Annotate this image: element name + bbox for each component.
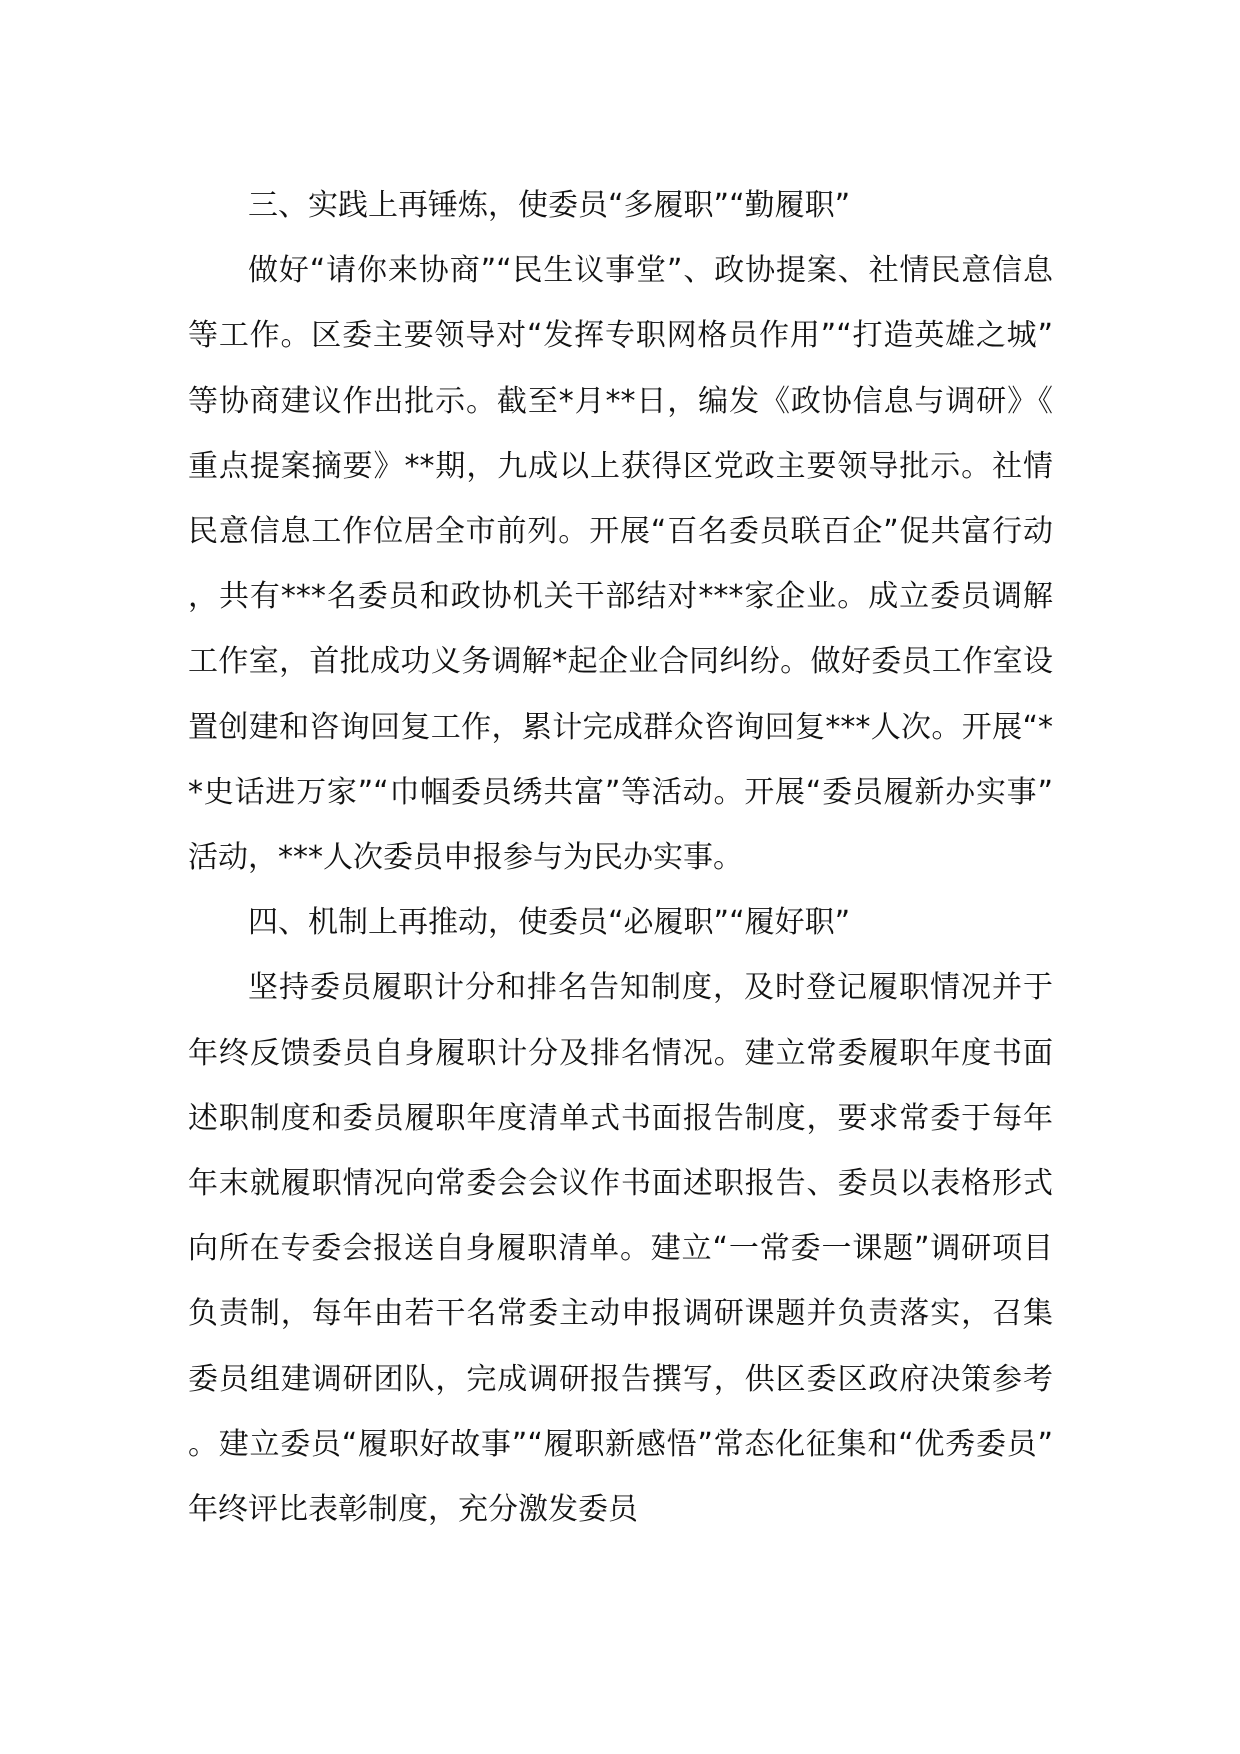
section-heading-3: 三、实践上再锤炼，使委员“多履职”“勤履职” <box>248 188 851 223</box>
section-heading-4: 四、机制上再推动，使委员“必履职”“履好职” <box>248 905 851 941</box>
document-body <box>188 173 1053 1542</box>
body-paragraph: 坚持委员履职计分和排名告知制度，及时登记履职情况并于年终反馈委员自身履职计分及排名情况。建立常委履职年度书面述职制度和委员履职年度清单式书面报告制度，要求常委于每年年末就履职情况向常委会会议作书面述职报告、委员以表格形式向所在专委会报送自身履职清单。建立“一常委一课题”调研项目负责制，每年由若干名常委主动申报调研课题并负责落实，召集委员组建调研团队，完成调研报告撰写，供区委区政府决策参考。建立委员“履职好故事”“履职新感悟”常态化征集和“优秀委员”年终评比表彰制度，充分激发委员 <box>188 970 1053 1528</box>
body-paragraph: 做好“请你来协商”“民生议事堂”、政协提案、社情民意信息等工作。区委主要领导对“发挥专职网格员作用”“打造英雄之城”等协商建议作出批示。截至*月**日，编发《政协信息与调研》《重点提案摘要》**期，九成以上获得区党政主要领导批示。社情民意信息工作位居全市前列。开展“百名委员联百企”促共富行动，共有***名委员和政协机关干部结对***家企业。成立委员调解工作室，首批成功义务调解*起企业合同纠纷。做好委员工作室设置创建和咨询回复工作，累计完成群众咨询回复***人次。开展“**史话进万家”“巾帼委员绣共富”等活动。开展“委员履新办实事”活动，***人次委员申报参与为民办实事。 <box>188 253 1053 876</box>
